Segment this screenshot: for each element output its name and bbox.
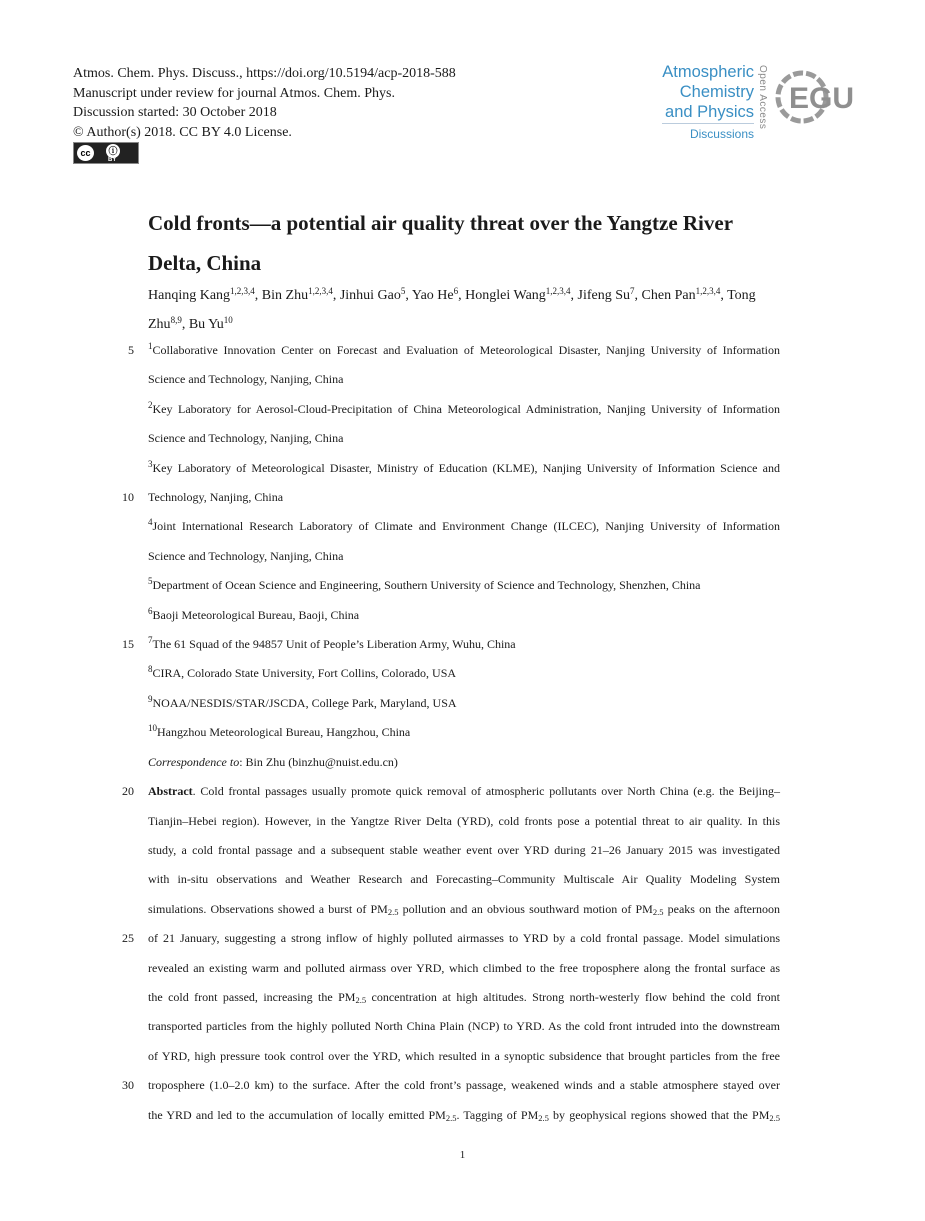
- open-access-label: Open Access: [757, 65, 768, 130]
- journal-doi-line: Atmos. Chem. Phys. Discuss., https://doi.org/10.5194/acp-2018-588: [73, 66, 456, 81]
- affiliation-2-cont: Science and Technology, Nanjing, China: [148, 431, 344, 445]
- author: Bu Yu$^{10}$: [188, 315, 233, 332]
- affiliation-3-cont: Technology, Nanjing, China: [148, 490, 284, 504]
- cc-by-license-icon: [73, 142, 139, 164]
- abstract-line: revealed an existing warm and polluted airmass over YRD, which climbed to the free troposphere along the frontal surface as: [148, 961, 780, 975]
- affiliation-5: $^5$Department of Ocean Science and Engineering, Southern University of Science and Technology, Shenzhen, China: [148, 576, 701, 592]
- abstract-line: Tianjin–Hebei region). However, in the Yangtze River Delta (YRD), cold fronts pose a potential threat to air quality. In this: [148, 814, 780, 828]
- cc-logo-icon: cc: [77, 145, 94, 161]
- cc-by-label: BY: [108, 157, 117, 163]
- journal-name-line-1: Atmospheric: [662, 63, 754, 81]
- affiliation-1: $^1$Collaborative Innovation Center on Forecast and Evaluation of Meteorological Disaster, Nanjing University of Information: [148, 341, 780, 357]
- discussion-date-line: Discussion started: 30 October 2018: [73, 105, 277, 120]
- abstract-line: of 21 January, suggesting a strong inflow of highly polluted airmasses to YRD by a cold frontal passage. Model simulations: [148, 931, 780, 945]
- egu-logo-icon: [773, 66, 855, 128]
- line-number: 30: [122, 1078, 134, 1092]
- affiliation-6: $^6$Baoji Meteorological Bureau, Baoji, China: [148, 606, 360, 622]
- abstract-heading: Abstract: [148, 784, 193, 798]
- affiliation-1-cont: Science and Technology, Nanjing, China: [148, 372, 344, 386]
- abstract-line: transported particles from the highly polluted North China Plain (NCP) to YRD. As the cold front intruded into the downstream: [148, 1019, 780, 1033]
- author: Jifeng Su$^7$: [577, 286, 635, 303]
- abstract-line: the cold front passed, increasing the $PM_{2.5}$ concentration at high altitudes. Strong north-westerly flow behind the cold front: [148, 990, 780, 1005]
- line-number: 5: [128, 343, 134, 357]
- abstract-line: the YRD and led to the accumulation of locally emitted $PM_{2.5}$. Tagging of $PM_{2.5}$ by geophysical regions showed that the $PM_{2.5}$: [148, 1108, 780, 1123]
- author: Jinhui Gao$^5$: [339, 286, 406, 303]
- manuscript-header: [73, 64, 456, 142]
- journal-name-line-2: Chemistry: [679, 83, 754, 101]
- line-number: 10: [122, 490, 134, 504]
- affiliation-3: $^3$Key Laboratory of Meteorological Disaster, Ministry of Education (KLME), Nanjing University of Information Science and: [148, 459, 780, 475]
- abstract-line: troposphere (1.0–2.0 km) to the surface. After the cold front’s passage, weakened winds and a stable atmosphere stayed over: [148, 1078, 780, 1092]
- abstract-line: study, a cold frontal passage and a subsequent stable weather event over YRD during 21–26 January 2015 was investigated: [148, 843, 780, 857]
- paper-title: Cold fronts—a potential air quality threat over the Yangtze River Delta, China: [148, 211, 733, 275]
- affiliation-4: $^4$Joint International Research Laboratory of Climate and Environment Change (ILCEC), Nanjing University of Information: [148, 517, 780, 533]
- author-list: Hanqing Kang$^{1,2,3,4}$, Bin Zhu$^{1,2,3,4}$, Jinhui Gao$^5$, Yao He$^6$, Honglei Wang$^{1,2,3,4}$, Jifeng Su$^7$, Chen Pan$^{1,2,3,4}$, Tong Zhu$^{8,9}$, Bu Yu$^{10}$: [148, 286, 756, 332]
- affiliation-2: $^2$Key Laboratory for Aerosol-Cloud-Precipitation of China Meteorological Administration, Nanjing University of Information: [148, 400, 780, 416]
- affiliation-10: $^{10}$Hangzhou Meteorological Bureau, Hangzhou, China: [148, 723, 411, 739]
- attribution-person-icon: ⓘ: [106, 144, 120, 158]
- line-number: 25: [122, 931, 134, 945]
- affiliation-9: $^9$NOAA/NESDIS/STAR/JSCDA, College Park, Maryland, USA: [148, 694, 457, 710]
- journal-discussions-label: Discussions: [662, 123, 754, 142]
- egu-logo-text: EGU: [789, 82, 855, 115]
- author: Honglei Wang$^{1,2,3,4}$: [465, 286, 571, 303]
- journal-logo: [662, 62, 754, 142]
- abstract-line: with in-situ observations and Weather Research and Forecasting–Community Multiscale Air Quality Modeling System: [148, 872, 780, 886]
- correspondence: Correspondence to: Bin Zhu (binzhu@nuist.edu.cn): [148, 755, 398, 769]
- author: Hanqing Kang$^{1,2,3,4}$: [148, 286, 255, 303]
- journal-name-line-3: and Physics: [665, 103, 754, 121]
- author: Tong Zhu$^{8,9}$: [148, 288, 756, 332]
- affiliation-8: $^8$CIRA, Colorado State University, Fort Collins, Colorado, USA: [148, 664, 457, 680]
- author: Yao He$^6$: [411, 286, 459, 303]
- abstract-line: Abstract. Cold frontal passages usually promote quick removal of atmospheric pollutants over North China (e.g. the Beijing–: [148, 784, 780, 798]
- line-number: 15: [122, 637, 134, 651]
- affiliation-7: $^7$The 61 Squad of the 94857 Unit of People’s Liberation Army, Wuhu, China: [148, 635, 516, 651]
- license-line: © Author(s) 2018. CC BY 4.0 License.: [73, 124, 292, 140]
- affiliation-4-cont: Science and Technology, Nanjing, China: [148, 549, 344, 563]
- abstract-line: simulations. Observations showed a burst of $PM_{2.5}$ pollution and an obvious southward motion of $PM_{2.5}$ peaks on the afternoon: [148, 902, 780, 917]
- author: Chen Pan$^{1,2,3,4}$: [641, 286, 721, 303]
- review-status-line: Manuscript under review for journal Atmos. Chem. Phys.: [73, 85, 395, 101]
- page-number: 1: [459, 1149, 466, 1161]
- line-number: 20: [122, 784, 134, 798]
- abstract-line: of YRD, high pressure took control over the YRD, which resulted in a synoptic subsidence that brought particles from the free: [148, 1049, 780, 1063]
- author: Bin Zhu$^{1,2,3,4}$: [261, 286, 333, 303]
